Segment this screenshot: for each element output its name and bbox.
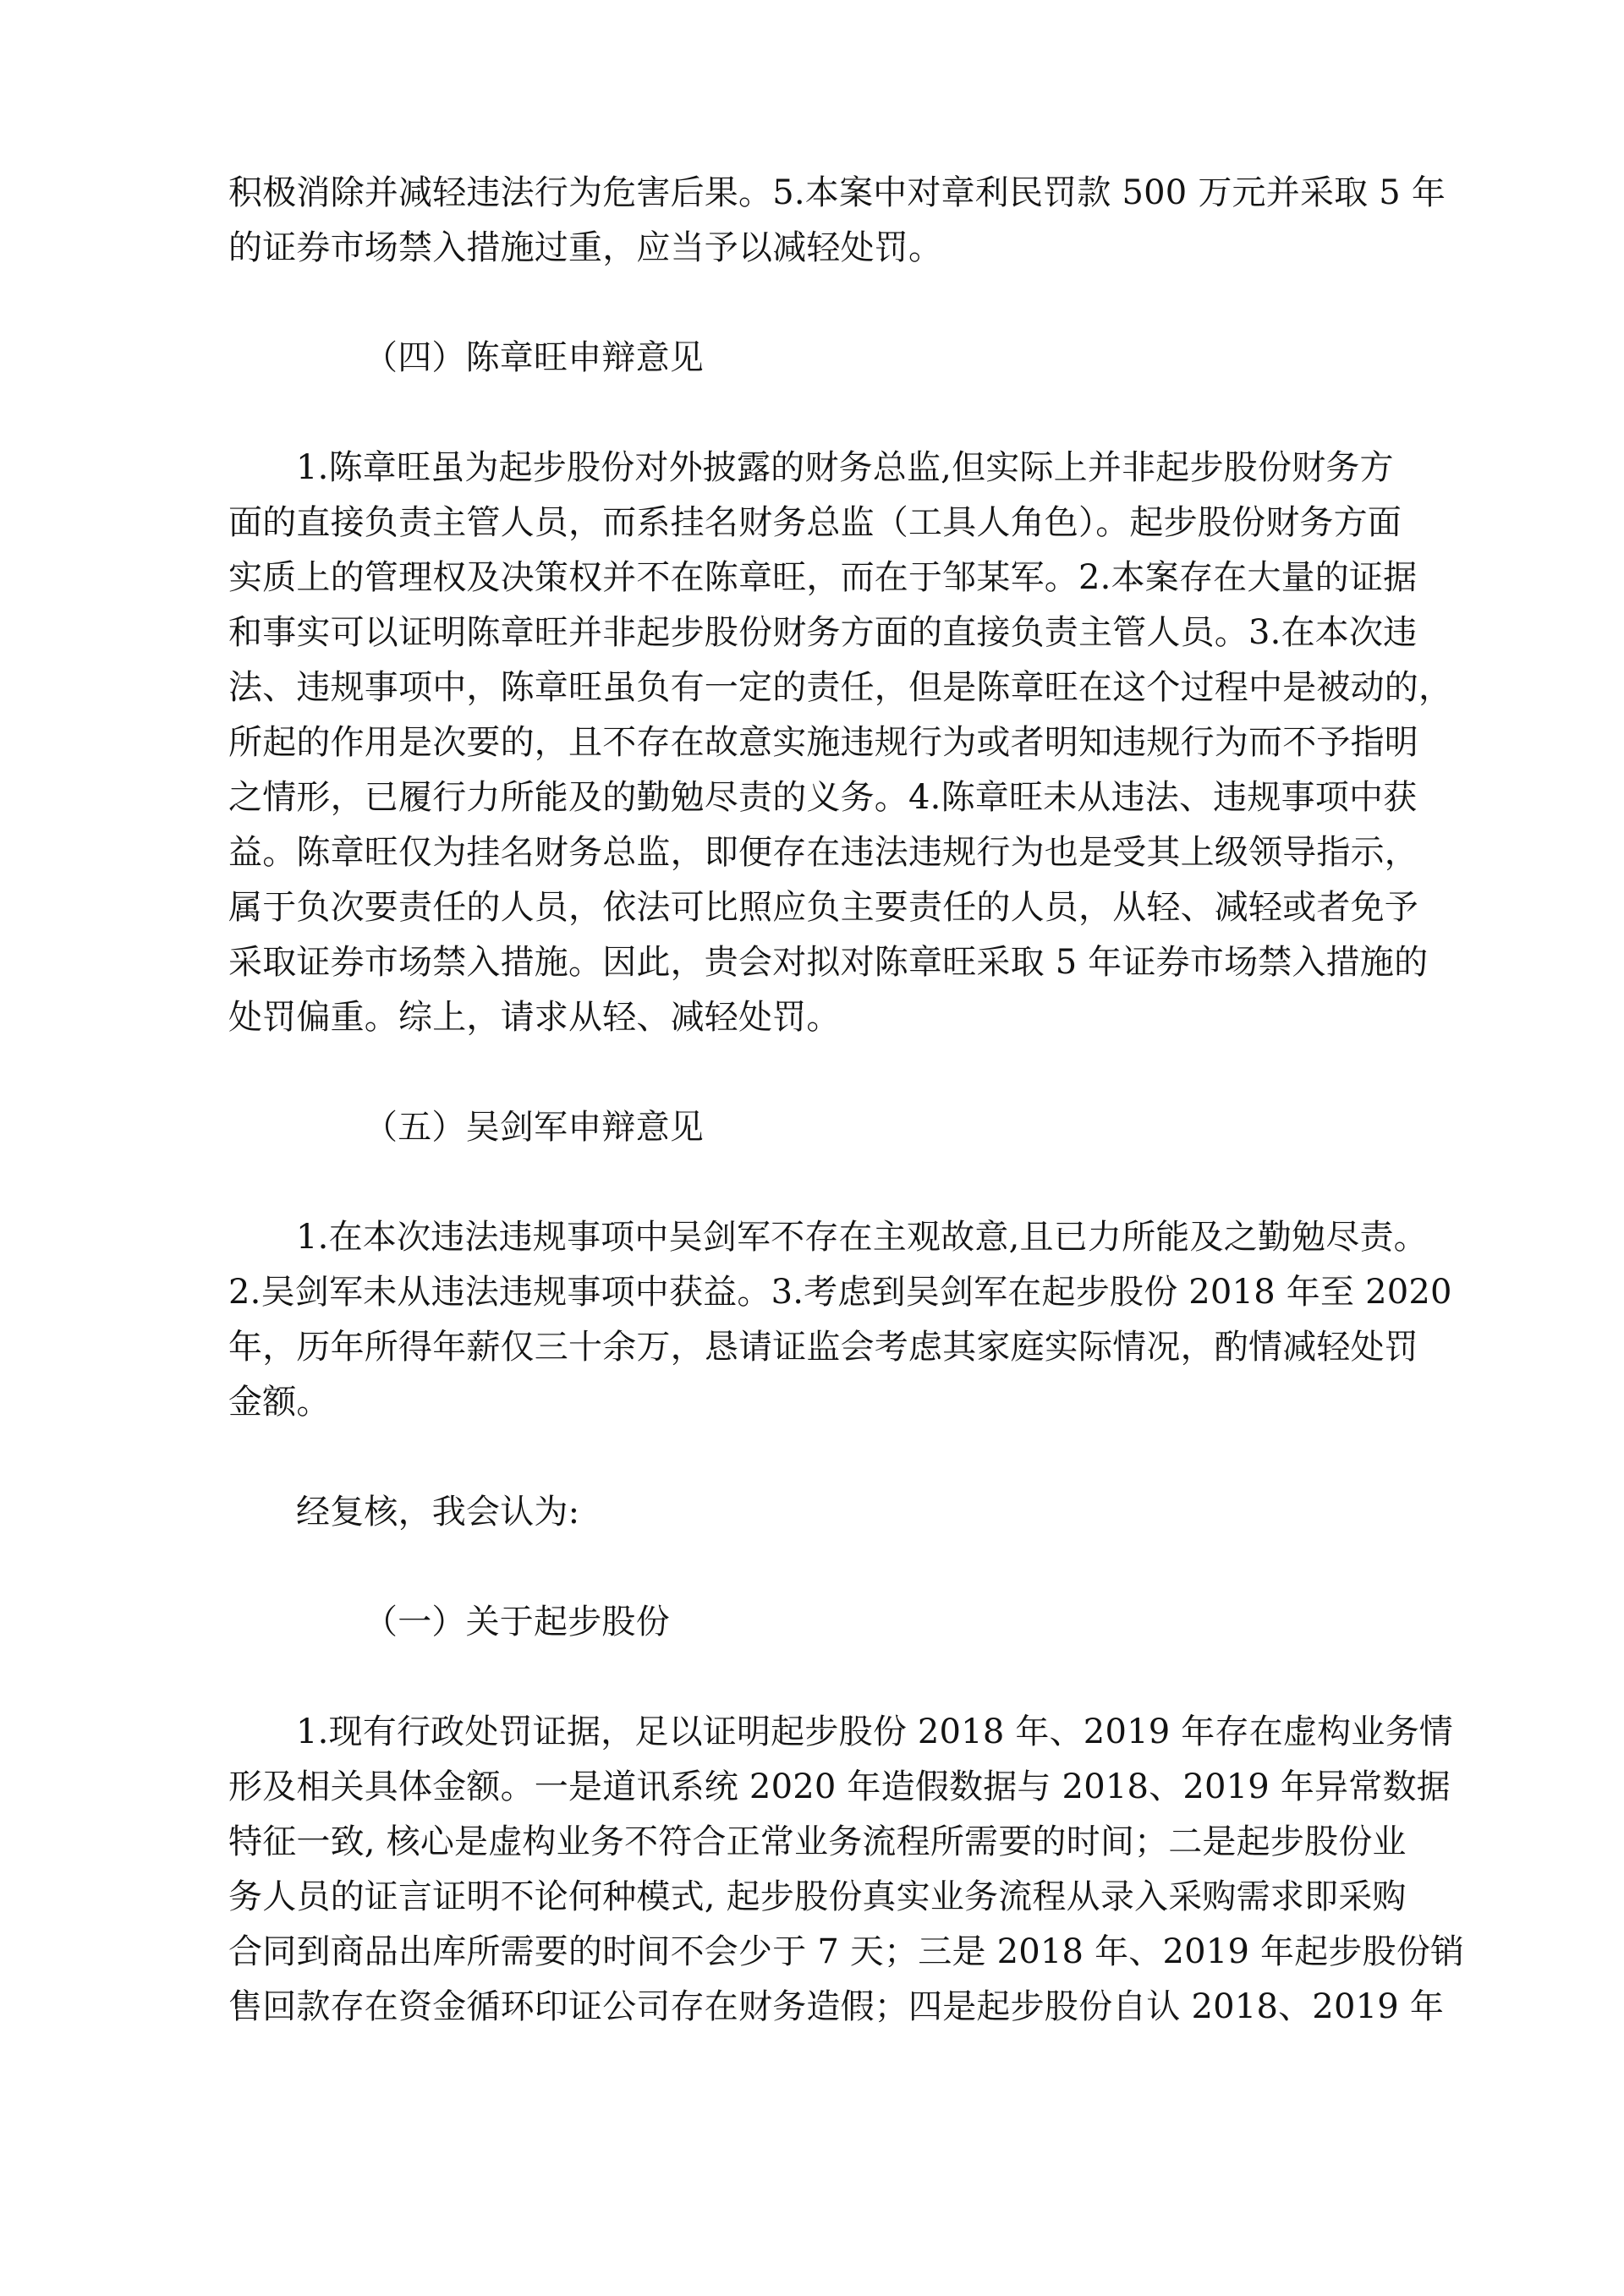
text-line: 益。陈章旺仅为挂名财务总监，即便存在违法违规行为也是受其上级领导指示， — [228, 833, 1418, 872]
text-line: 法、违规事项中，陈章旺虽负有一定的责任，但是陈章旺在这个过程中是被动的， — [228, 668, 1453, 707]
text-line: 合同到商品出库所需要的时间不会少于 7 天；三是 2018 年、2019 年起步股份销 — [228, 1932, 1465, 1971]
text-line: 经复核，我会认为: — [296, 1493, 580, 1532]
paragraph-gap — [228, 276, 1375, 331]
text-line: 特征一致, 核心是虚构业务不符合正常业务流程所需要的时间；二是起步股份业 — [228, 1822, 1407, 1861]
text-line: 年，历年所得年薪仅三十余万，恳请证监会考虑其家庭实际情况，酌情减轻处罚 — [228, 1328, 1418, 1367]
text-line: 处罚偏重。综上，请求从轻、减轻处罚。 — [228, 998, 841, 1037]
text-line: 售回款存在资金循环印证公司存在财务造假；四是起步股份自认 2018、2019 年 — [228, 1987, 1445, 2026]
text-line: （四）陈章旺申辩意见 — [364, 338, 704, 377]
text-line: 1.在本次违法违规事项中吴剑军不存在主观故意,且已力所能及之勤勉尽责。 — [296, 1218, 1428, 1257]
text-line: 的证券市场禁入措施过重，应当予以减轻处罚。 — [228, 228, 943, 267]
text-line: 和事实可以证明陈章旺并非起步股份财务方面的直接负责主管人员。3.在本次违 — [228, 613, 1418, 652]
text-line: 之情形，已履行力所能及的勤勉尽责的义务。4.陈章旺未从违法、违规事项中获 — [228, 778, 1418, 817]
text-line: 所起的作用是次要的，且不存在故意实施违规行为或者明知违规行为而不予指明 — [228, 723, 1418, 762]
body-paragraph — [228, 1705, 1465, 2035]
text-line: （一）关于起步股份 — [364, 1603, 670, 1641]
body-paragraph — [228, 166, 1446, 276]
section-heading — [228, 331, 1375, 386]
body-paragraph — [228, 1210, 1452, 1430]
text-line: （五）吴剑军申辩意见 — [364, 1108, 704, 1147]
text-line: 务人员的证言证明不论何种模式, 起步股份真实业务流程从录入采购需求即采购 — [228, 1877, 1407, 1916]
text-line: 形及相关具体金额。一是道讯系统 2020 年造假数据与 2018、2019 年异常数据 — [228, 1767, 1451, 1806]
paragraph-gap — [228, 1540, 1375, 1595]
text-line: 2.吴剑军未从违法违规事项中获益。3.考虑到吴剑军在起步股份 2018 年至 2020 — [228, 1273, 1452, 1312]
section-heading — [228, 1100, 1375, 1155]
text-line: 积极消除并减轻违法行为危害后果。5.本案中对章利民罚款 500 万元并采取 5 年 — [228, 173, 1446, 212]
section-heading — [228, 1595, 1375, 1650]
paragraph-gap — [228, 386, 1375, 441]
paragraph-gap — [228, 1650, 1375, 1705]
text-line: 采取证券市场禁入措施。因此，贵会对拟对陈章旺采取 5 年证券市场禁入措施的 — [228, 943, 1429, 982]
body-paragraph — [228, 441, 1453, 1045]
text-line: 属于负次要责任的人员，依法可比照应负主要责任的人员，从轻、减轻或者免予 — [228, 888, 1418, 927]
text-line: 金额。 — [228, 1383, 331, 1422]
body-paragraph — [228, 1485, 1375, 1540]
text-line: 1.陈章旺虽为起步股份对外披露的财务总监,但实际上并非起步股份财务方 — [296, 448, 1394, 487]
text-line: 实质上的管理权及决策权并不在陈章旺，而在于邹某军。2.本案存在大量的证据 — [228, 558, 1418, 597]
paragraph-gap — [228, 1430, 1375, 1485]
text-line: 面的直接负责主管人员，而系挂名财务总监（工具人角色）。起步股份财务方面 — [228, 503, 1402, 542]
text-line: 1.现有行政处罚证据，足以证明起步股份 2018 年、2019 年存在虚构业务情 — [296, 1712, 1453, 1751]
paragraph-gap — [228, 1045, 1375, 1100]
document-body — [228, 166, 1465, 2035]
paragraph-gap — [228, 1155, 1375, 1210]
